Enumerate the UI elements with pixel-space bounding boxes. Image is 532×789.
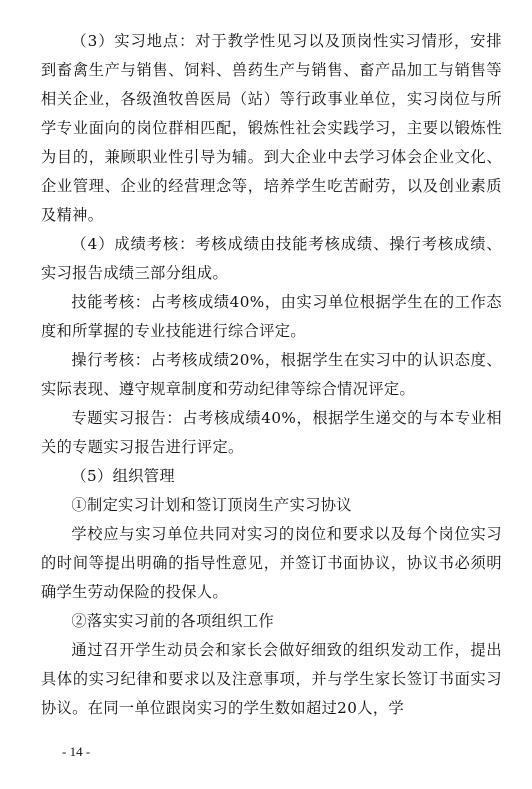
- subheading-pre-internship-work: ②落实实习前的各项组织工作: [71, 612, 275, 630]
- paragraph-skill-assessment: 技能考核：占考核成绩40%，由实习单位根据学生在的工作态度和所掌握的专业技能进行综合评定。: [41, 293, 502, 340]
- subheading-plan-and-agreement: ①制定实习计划和签订顶岗生产实习协议: [71, 496, 352, 514]
- paragraph-internship-location: （3）实习地点：对于教学性见习以及顶岗性实习情形，安排到畜禽生产与销售、饲料、兽药生产与销售、畜产品加工与销售等相关企业，各级渔牧兽医局（站）等行政事业单位，实习岗位与所学专业面向的岗位群相匹配，锻炼性社会实践学习，主要以锻炼性为目的，兼顾职业性引导为辅。到大企业中去学习体会企业文化、企业管理、企业的经营理念等，培养学生吃苦耐劳，以及创业素质及精神。: [41, 32, 502, 224]
- paragraph-conduct-assessment: 操行考核：占考核成绩20%，根据学生在实习中的认识态度、实际表现、遵守规章制度和劳动纪律等综合情况评定。: [41, 351, 502, 398]
- heading-organization-management: （5）组织管理: [71, 467, 175, 485]
- page-number: - 14 -: [62, 744, 91, 759]
- paragraph-mobilization-meeting: 通过召开学生动员会和家长会做好细致的组织发动工作，提出具体的实习纪律和要求以及注意事项，并与学生家长签订书面实习协议。在同一单位跟岗实习的学生数如超过20人，学: [41, 641, 502, 717]
- paragraph-grade-assessment: （4）成绩考核：考核成绩由技能考核成绩、操行考核成绩、实习报告成绩三部分组成。: [41, 235, 502, 282]
- paragraph-special-report: 专题实习报告：占考核成绩40%，根据学生递交的与本专业相关的专题实习报告进行评定。: [41, 409, 502, 456]
- paragraph-school-agreement: 学校应与实习单位共同对实习的岗位和要求以及每个岗位实习的时间等提出明确的指导性意见，并签订书面协议，协议书必须明确学生劳动保险的投保人。: [41, 525, 502, 601]
